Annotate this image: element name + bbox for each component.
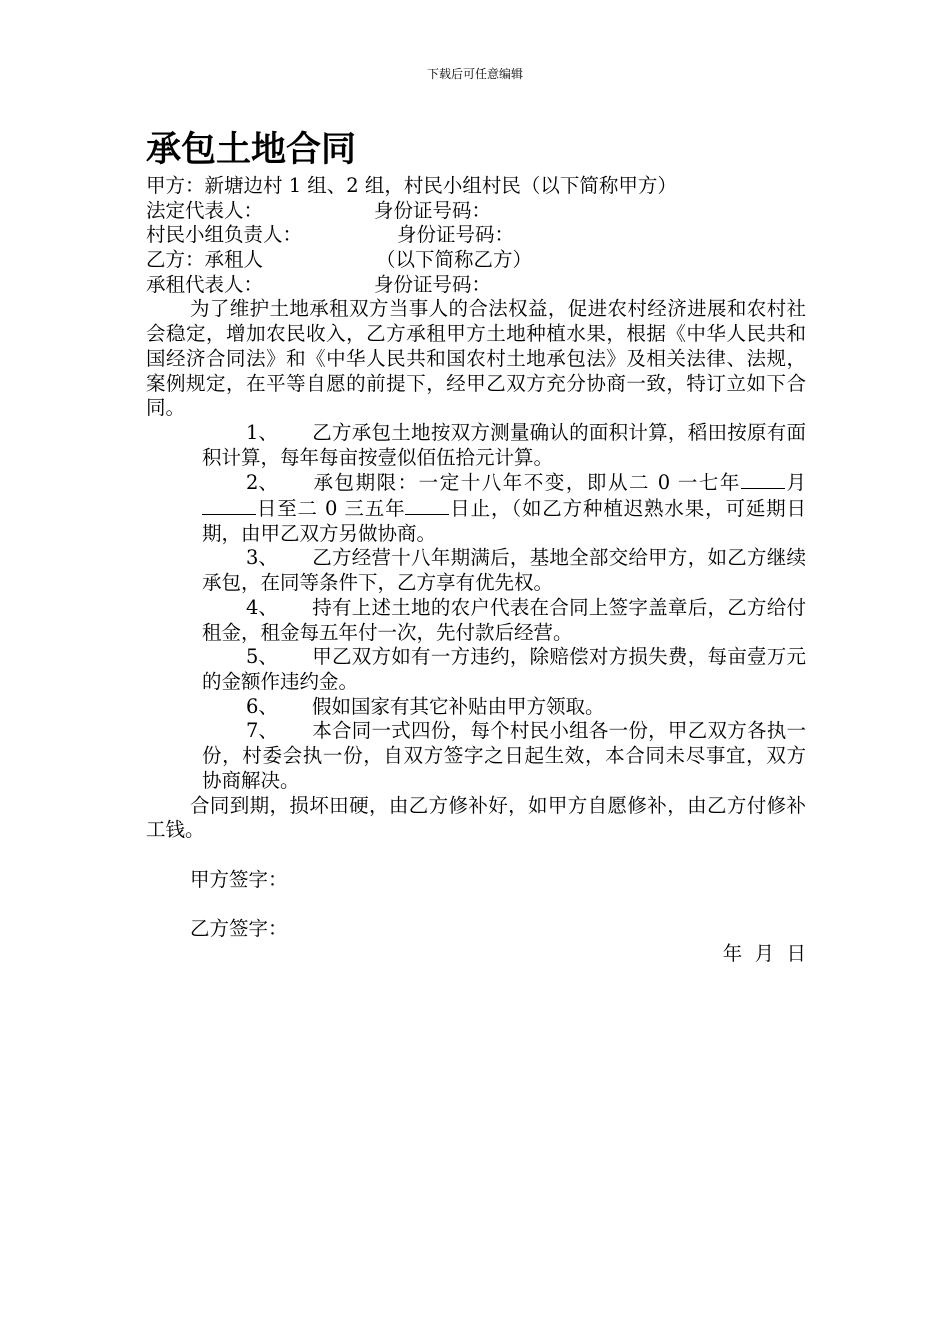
spacer	[146, 892, 806, 917]
party-b-abbrev: （以下简称乙方）	[376, 248, 533, 272]
header-note: 下载后可任意编辑	[426, 67, 523, 81]
blank-line	[405, 496, 449, 515]
clause-number: 7、	[246, 719, 278, 743]
clause-text: 日止，（如乙方种植迟熟水果，可延期日期，由甲乙双方另做协商。	[202, 497, 806, 545]
clause-text: 本合同一式四份，每个村民小组各一份，甲乙双方各执一份，村委会执一份，自双方签字之日起生效，本合同未尽事宜，双方协商解决。	[202, 719, 806, 792]
legal-rep-line	[146, 199, 806, 224]
clause-text: 甲乙双方如有一方违约，除赔偿对方损失费，每亩壹万元的金额作违约金。	[202, 645, 806, 693]
party-a-signature: 甲方签字：	[190, 867, 288, 891]
clause-text: 假如国家有其它补贴由甲方领取。	[312, 694, 605, 718]
clause-text: 月	[784, 471, 806, 495]
date-line: 年 月 日	[722, 941, 806, 965]
clause-number: 5、	[246, 645, 278, 669]
clause-number: 6、	[246, 694, 278, 718]
tenant-rep-line	[146, 273, 806, 298]
party-b-label: 乙方：承租人	[146, 248, 264, 272]
clause-5	[202, 645, 806, 694]
clause-text: 乙方承包土地按双方测量确认的面积计算，稻田按原有面积计算，每年每亩按壹似佰伍拾元计算。	[202, 420, 806, 469]
group-leader-label: 村民小组负责人：	[146, 223, 303, 247]
clause-number: 1、	[246, 420, 278, 444]
party-b-line	[146, 248, 806, 273]
id-number-label: 身份证号码：	[397, 223, 515, 247]
clause-2	[202, 470, 806, 546]
clause-number: 2、	[246, 471, 278, 495]
clause-number: 4、	[246, 595, 278, 619]
blank-line	[202, 496, 256, 515]
clause-text: 持有上述土地的农户代表在合同上签字盖章后，乙方给付租金，租金每五年付一次，先付款后经营。	[202, 595, 806, 644]
id-number-label: 身份证号码：	[374, 272, 492, 296]
spacer	[146, 843, 806, 868]
clause-text: 承包期限：一定十八年不变，即从二 0 一七年	[312, 471, 741, 495]
clause-text: 日至二 0 三五年	[256, 497, 406, 521]
closing-paragraph: 合同到期，损坏田硬，由乙方修补好，如甲方自愿修补，由乙方付修补工钱。	[146, 793, 806, 842]
contract-body	[146, 174, 806, 966]
id-number-label: 身份证号码：	[374, 198, 492, 222]
preamble-paragraph: 为了维护土地承租双方当事人的合法权益，促进农村经济进展和农村社会稳定，增加农民收入，乙方承租甲方土地种植水果，根据《中华人民共和国经济合同法》和《中华人民共和国农村土地承包法》及相关法律、法规，案例规定，在平等自愿的前提下，经甲乙双方充分协商一致，特订立如下合同。	[146, 297, 806, 420]
blank-line	[741, 470, 785, 489]
clause-3	[202, 546, 806, 595]
party-a-line: 甲方：新塘边村 1 组、2 组，村民小组村民（以下简称甲方）	[146, 174, 677, 197]
clause-1	[202, 421, 806, 470]
clause-4	[202, 596, 806, 645]
clause-text: 乙方经营十八年期满后，基地全部交给甲方，如乙方继续承包，在同等条件下，乙方享有优先权。	[202, 546, 806, 595]
clause-number: 3、	[246, 546, 278, 570]
clause-6	[202, 695, 806, 720]
group-leader-line	[146, 223, 806, 248]
clause-7	[202, 719, 806, 793]
legal-rep-label: 法定代表人：	[146, 198, 264, 222]
tenant-rep-label: 承租代表人：	[146, 272, 264, 296]
document-title: 承包土地合同	[146, 130, 357, 170]
party-b-signature: 乙方签字：	[190, 916, 288, 940]
